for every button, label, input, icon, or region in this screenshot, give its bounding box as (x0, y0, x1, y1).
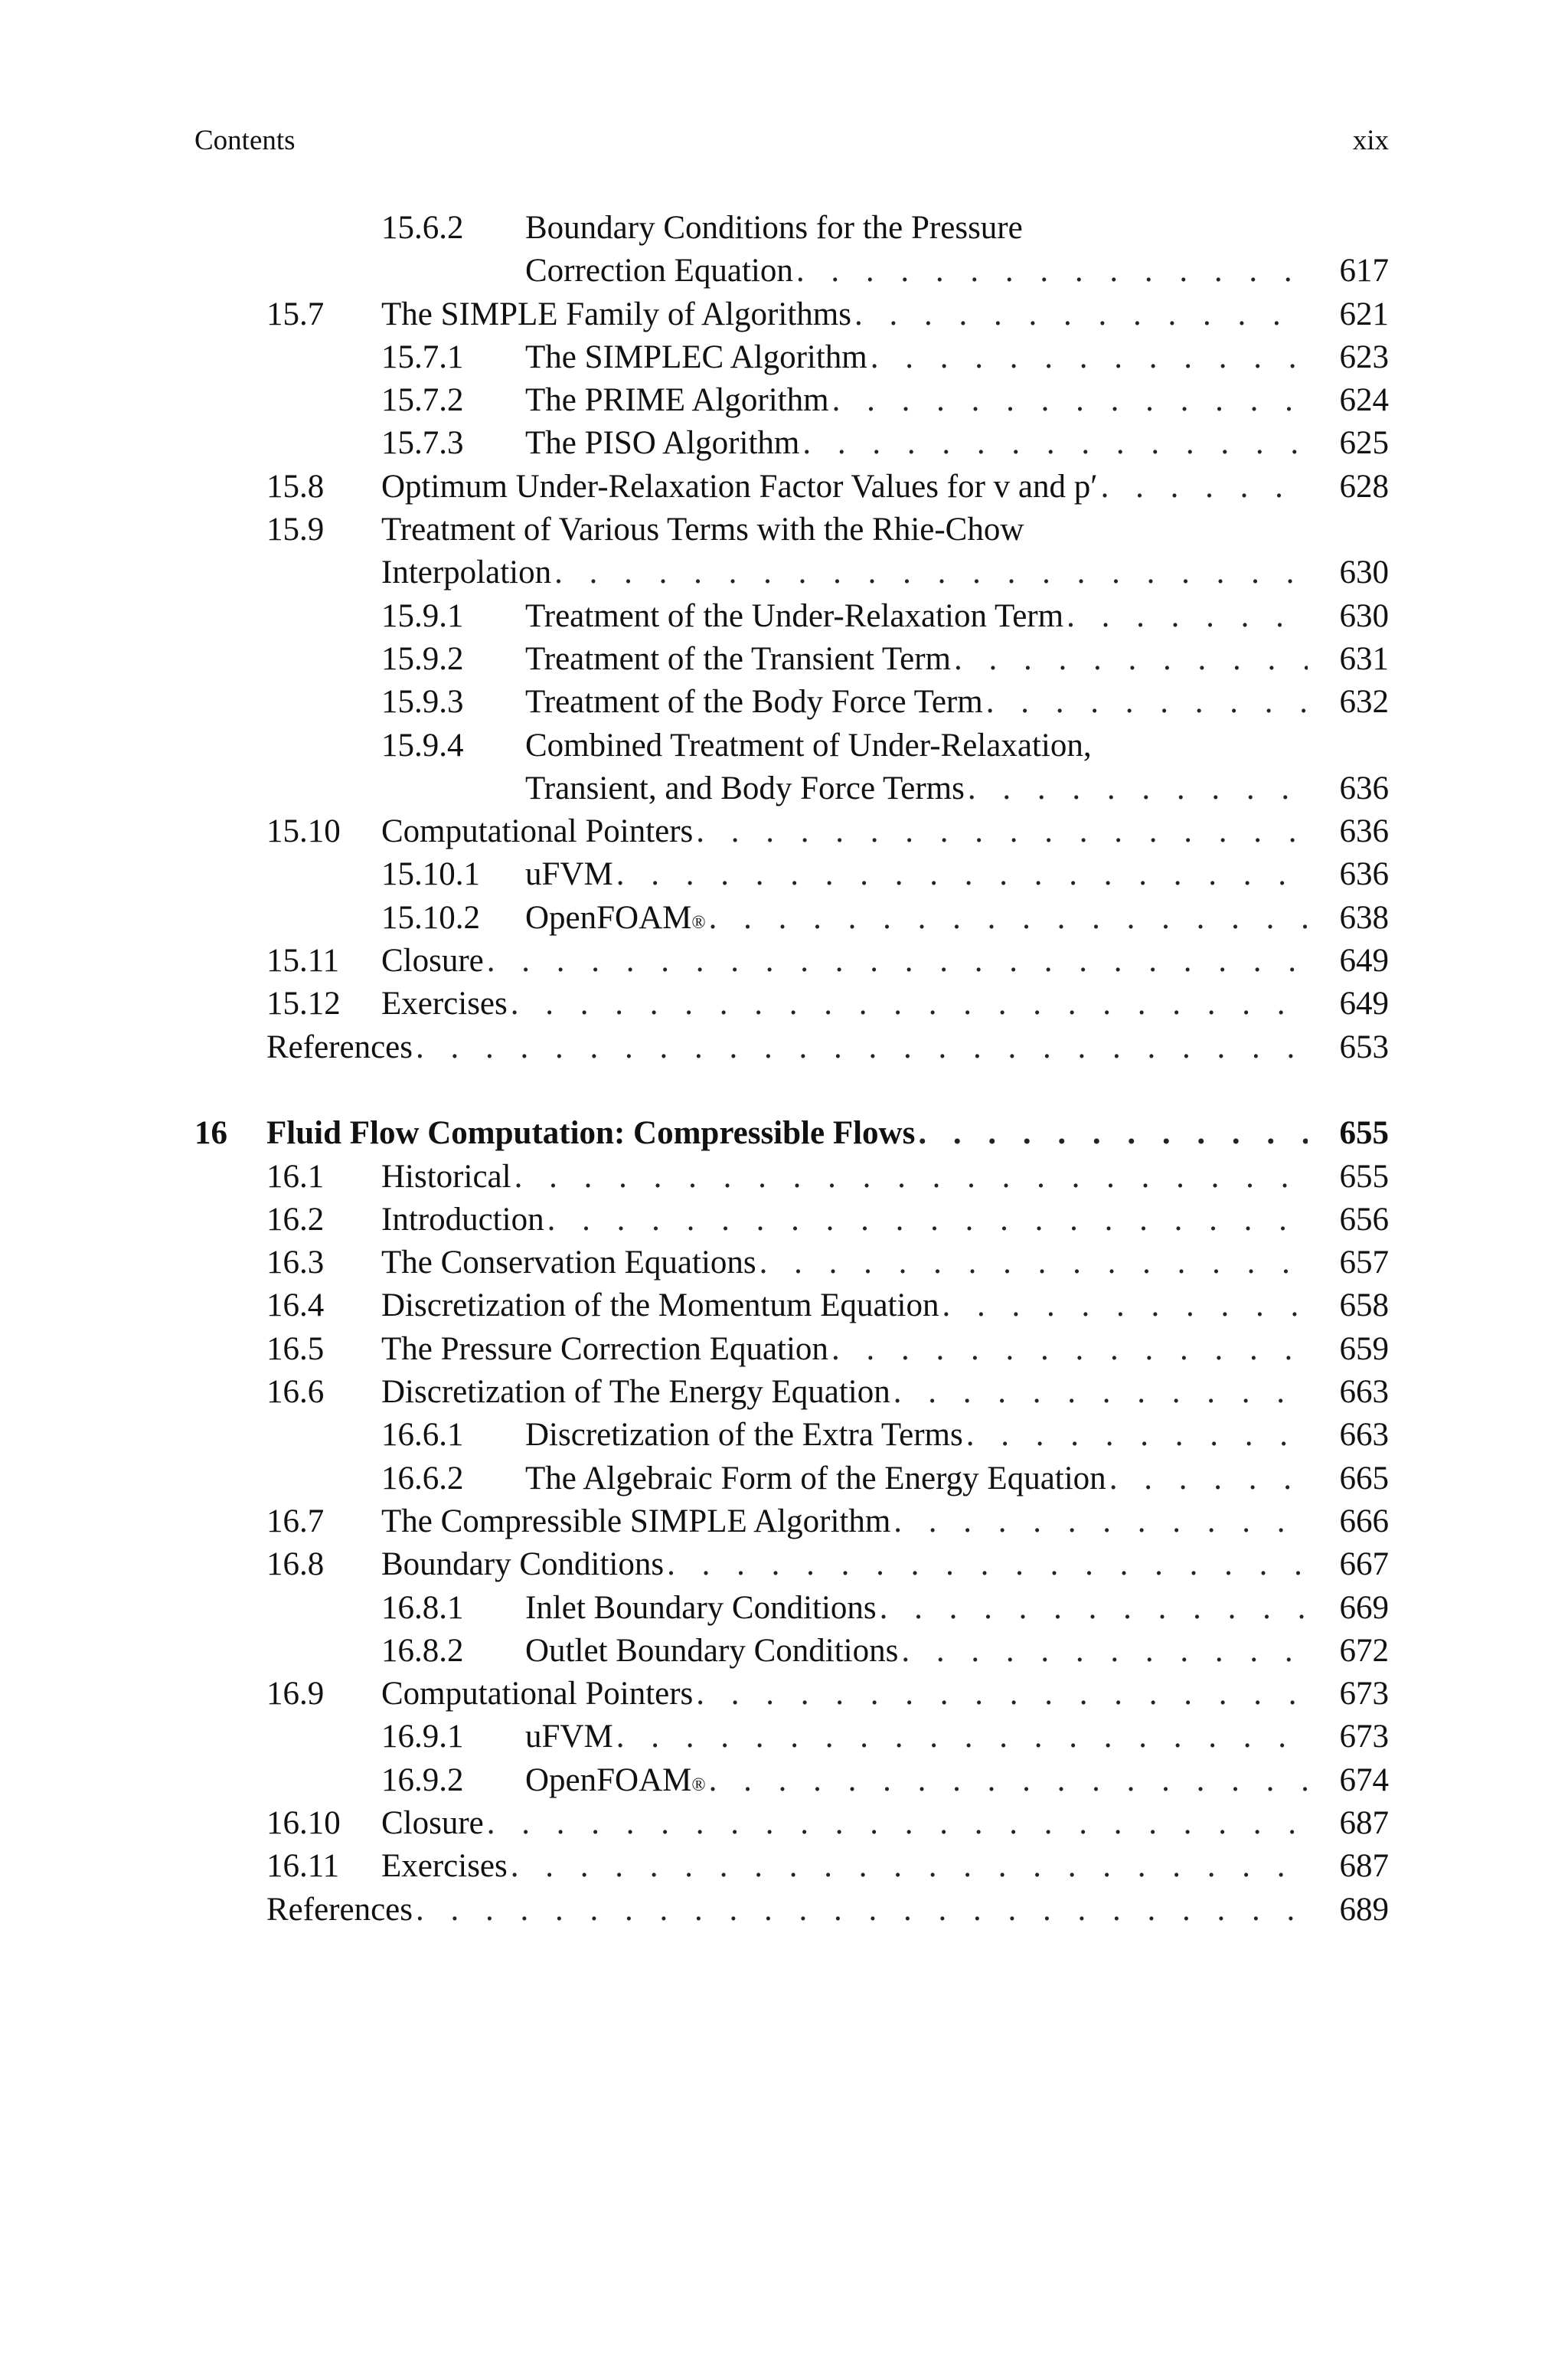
toc-entry-page-number: 621 (1339, 296, 1389, 332)
toc-entry-title-text: uFVM (525, 1719, 613, 1755)
toc-entry-title (381, 1328, 1315, 1371)
toc-entry-number: 16.8 (266, 1546, 325, 1583)
toc-entry-page-number: 672 (1339, 1632, 1389, 1669)
toc-entry-title-text: Treatment of the Body Force Term (525, 684, 983, 721)
dot-leader (986, 681, 1308, 724)
toc-entry[interactable] (0, 638, 1568, 681)
toc-entry-title (266, 1112, 1315, 1155)
toc-entry[interactable] (0, 897, 1568, 940)
toc-entry-title-text: Introduction (381, 1201, 544, 1238)
toc-entry-number: 16 (194, 1115, 227, 1152)
toc-entry-title (381, 1284, 1315, 1327)
toc-entry-number: 16.1 (266, 1158, 325, 1195)
toc-entry[interactable] (0, 940, 1568, 983)
toc-entry[interactable] (0, 1673, 1568, 1716)
toc-entry[interactable] (0, 1759, 1568, 1802)
toc-entry[interactable] (0, 1889, 1568, 1932)
toc-entry[interactable] (0, 293, 1568, 336)
toc-entry[interactable] (0, 509, 1568, 551)
toc-entry-page-number: 655 (1339, 1158, 1389, 1195)
dot-leader (667, 1543, 1308, 1586)
toc-entry-number: 16.6.1 (381, 1417, 464, 1454)
toc-entry-title (525, 379, 1315, 422)
toc-entry[interactable] (0, 466, 1568, 509)
toc-entry-title (525, 250, 1315, 293)
toc-entry-title-text: Computational Pointers (381, 813, 694, 850)
toc-entry[interactable] (0, 681, 1568, 724)
dot-leader (696, 810, 1308, 853)
toc-entry[interactable] (0, 595, 1568, 638)
dot-leader (968, 767, 1308, 810)
dot-leader (709, 897, 1308, 940)
dot-leader (487, 940, 1308, 983)
toc-entry-number: 15.6.2 (381, 210, 464, 246)
toc-entry-title-text: Treatment of the Transient Term (525, 640, 951, 677)
toc-entry-title (266, 1889, 1315, 1932)
toc-entry[interactable] (0, 1543, 1568, 1586)
toc-entry[interactable] (0, 551, 1568, 594)
running-header-page-number: xix (1352, 125, 1389, 156)
toc-entry[interactable] (0, 1371, 1568, 1414)
toc-entry-number: 16.8.2 (381, 1632, 464, 1669)
toc-entry-page-number: 636 (1339, 856, 1389, 893)
toc-entry-number: 15.9.1 (381, 597, 464, 634)
toc-entry-page-number: 638 (1339, 899, 1389, 936)
toc-entry-page-number: 631 (1339, 640, 1389, 677)
toc-entry-title-text: Outlet Boundary Conditions (525, 1632, 899, 1669)
dot-leader (796, 250, 1308, 293)
toc-entry-page-number: 655 (1339, 1115, 1389, 1152)
dot-leader (901, 1630, 1308, 1673)
dot-leader (802, 422, 1308, 465)
toc-entry-number: 15.10.1 (381, 856, 480, 893)
toc-entry-page-number: 687 (1339, 1848, 1389, 1885)
toc-entry-title-text: The Compressible SIMPLE Algorithm (381, 1503, 891, 1539)
toc-entry-title (525, 1414, 1315, 1457)
toc-entry-title-text: OpenFOAM (525, 899, 692, 936)
toc-entry[interactable] (0, 1716, 1568, 1758)
toc-entry-title (525, 638, 1315, 681)
toc-entry-number: 16.9.1 (381, 1719, 464, 1755)
dot-leader (1101, 466, 1308, 509)
toc-entry-number: 15.10.2 (381, 899, 480, 936)
dot-leader (1109, 1457, 1308, 1500)
toc-entry-title-text: uFVM (525, 856, 613, 893)
dot-leader (696, 1673, 1308, 1716)
toc-entry-title-text: The Pressure Correction Equation (381, 1330, 828, 1367)
toc-entry-page-number: 659 (1339, 1330, 1389, 1367)
toc-entry-title: OpenFOAM ® . . . (525, 1759, 1315, 1802)
toc-entry-number: 16.6.2 (381, 1460, 464, 1496)
toc-entry-page-number: 623 (1339, 339, 1389, 375)
toc-entry-title-text: Exercises (381, 986, 508, 1022)
toc-entry-title-text: The PRIME Algorithm (525, 382, 829, 419)
toc-entry[interactable] (0, 1284, 1568, 1327)
toc-entry-title-text: Transient, and Body Force Terms (525, 770, 965, 806)
running-header-title: Contents (194, 125, 296, 156)
toc-entry-title (381, 1802, 1315, 1845)
toc-entry-number: 16.6 (266, 1374, 325, 1411)
toc-entry-page-number: 632 (1339, 684, 1389, 721)
dot-leader (511, 983, 1308, 1025)
dot-leader (893, 1500, 1308, 1543)
dot-leader (966, 1414, 1308, 1457)
toc-entry-page-number: 624 (1339, 382, 1389, 419)
toc-entry-title (381, 293, 1315, 336)
toc-entry-page-number: 666 (1339, 1503, 1389, 1539)
toc-entry-title (525, 725, 1389, 767)
toc-entry-number: 16.7 (266, 1503, 325, 1539)
toc-entry-number: 15.10 (266, 813, 341, 850)
toc-entry[interactable] (0, 810, 1568, 853)
toc-entry-number: 15.9.3 (381, 684, 464, 721)
toc-entry-title (525, 1587, 1315, 1630)
toc-entry-page-number: 658 (1339, 1287, 1389, 1324)
toc-entry-title (381, 1371, 1315, 1414)
toc-entry[interactable] (0, 1587, 1568, 1630)
toc-entry-title-text: Closure (381, 943, 484, 980)
toc-entry-title (381, 1156, 1315, 1199)
toc-entry-page-number: 630 (1339, 597, 1389, 634)
toc-entry-title-text: Fluid Flow Computation: Compressible Flows (266, 1115, 916, 1152)
toc-entry-number: 16.11 (266, 1848, 340, 1885)
toc-entry-title-text: Discretization of the Extra Terms (525, 1417, 963, 1454)
toc-entry-page-number: 649 (1339, 986, 1389, 1022)
toc-entry-title (525, 207, 1389, 250)
toc-entry-title-text: The Algebraic Form of the Energy Equation (525, 1460, 1106, 1496)
toc-entry-title (381, 1500, 1315, 1543)
toc-entry-title-text: References (266, 1891, 413, 1928)
toc-entry-title (381, 509, 1389, 551)
toc-entry-number: 16.9.2 (381, 1761, 464, 1798)
toc-entry-page-number: 667 (1339, 1546, 1389, 1583)
toc-entry-title (525, 1457, 1315, 1500)
toc-entry-title-text: The SIMPLEC Algorithm (525, 339, 867, 375)
dot-leader (416, 1889, 1308, 1932)
toc-entry-title (381, 983, 1315, 1025)
dot-leader (709, 1759, 1308, 1802)
toc-entry-title-text: Treatment of the Under-Relaxation Term (525, 597, 1064, 634)
toc-entry-title-text: Optimum Under-Relaxation Factor Values for v and p′ (381, 468, 1098, 505)
toc-entry[interactable] (0, 207, 1568, 250)
dot-leader (832, 379, 1308, 422)
toc-entry-page-number: 625 (1339, 425, 1389, 462)
table-of-contents (0, 207, 1568, 1932)
toc-entry-title (525, 336, 1315, 379)
toc-entry-title (525, 767, 1315, 810)
toc-entry[interactable] (0, 1199, 1568, 1241)
toc-entry-title (525, 595, 1315, 638)
toc-entry-page-number: 657 (1339, 1245, 1389, 1281)
toc-entry-number: 15.12 (266, 986, 341, 1022)
toc-entry-number: 16.9 (266, 1676, 325, 1712)
toc-entry-page-number: 636 (1339, 813, 1389, 850)
toc-entry-page-number: 630 (1339, 554, 1389, 591)
toc-entry-title-text: Combined Treatment of Under-Relaxation, (525, 727, 1092, 764)
toc-entry[interactable] (0, 1026, 1568, 1069)
toc-entry-title (381, 1845, 1315, 1888)
dot-leader (831, 1328, 1308, 1371)
toc-entry-title-text: Boundary Conditions for the Pressure (525, 210, 1023, 246)
toc-entry-title (525, 681, 1315, 724)
toc-entry-number: 16.4 (266, 1287, 325, 1324)
toc-entry-page-number: 628 (1339, 468, 1389, 505)
toc-entry[interactable] (0, 1414, 1568, 1457)
toc-entry-title (381, 466, 1315, 509)
toc-entry-title-text: The Conservation Equations (381, 1245, 756, 1281)
toc-entry-title-text: The SIMPLE Family of Algorithms (381, 296, 851, 332)
toc-entry-title (525, 1630, 1315, 1673)
toc-entry-number: 15.9.4 (381, 727, 464, 764)
dot-leader (893, 1371, 1308, 1414)
dot-leader (854, 293, 1308, 336)
toc-entry-title-text: Treatment of Various Terms with the Rhie-Chow (381, 512, 1024, 548)
dot-leader (942, 1284, 1308, 1327)
dot-leader (554, 551, 1308, 594)
toc-entry-number: 15.8 (266, 468, 325, 505)
toc-entry[interactable] (0, 725, 1568, 767)
toc-entry[interactable] (0, 983, 1568, 1025)
toc-entry-title-text: Computational Pointers (381, 1676, 694, 1712)
toc-entry-page-number: 653 (1339, 1029, 1389, 1065)
toc-entry-title-text: Interpolation (381, 554, 552, 591)
dot-leader (547, 1199, 1308, 1241)
toc-entry-number: 16.3 (266, 1245, 325, 1281)
toc-entry-title (381, 1241, 1315, 1284)
toc-entry-page-number: 669 (1339, 1589, 1389, 1626)
toc-entry-title-text: OpenFOAM (525, 1761, 692, 1798)
dot-leader (918, 1112, 1308, 1155)
toc-entry-title-text: Discretization of The Energy Equation (381, 1374, 890, 1411)
toc-entry-title-text: Boundary Conditions (381, 1546, 665, 1583)
toc-entry[interactable] (0, 1328, 1568, 1371)
toc-entry[interactable] (0, 1241, 1568, 1284)
toc-entry-title-text: The PISO Algorithm (525, 425, 800, 462)
dot-leader (487, 1802, 1308, 1845)
toc-entry-page-number: 674 (1339, 1761, 1389, 1798)
toc-entry-title: OpenFOAM ® . . . (525, 897, 1315, 940)
toc-entry-number: 15.9.2 (381, 640, 464, 677)
dot-leader (514, 1156, 1308, 1199)
toc-entry[interactable] (0, 250, 1568, 293)
toc-entry[interactable] (0, 1500, 1568, 1543)
dot-leader (616, 853, 1308, 896)
toc-entry-title (381, 940, 1315, 983)
dot-leader (1067, 595, 1308, 638)
toc-entry-title (525, 853, 1315, 896)
dot-leader (880, 1587, 1308, 1630)
toc-entry-number: 15.11 (266, 943, 340, 980)
toc-entry-page-number: 663 (1339, 1374, 1389, 1411)
toc-entry-number: 15.7 (266, 296, 325, 332)
toc-entry[interactable] (0, 1845, 1568, 1888)
toc-entry-title (381, 551, 1315, 594)
toc-entry-title-text: Correction Equation (525, 253, 793, 289)
toc-entry-title (525, 422, 1315, 465)
toc-entry-title (381, 1199, 1315, 1241)
toc-entry-title-text: Discretization of the Momentum Equation (381, 1287, 939, 1324)
toc-entry-page-number: 673 (1339, 1719, 1389, 1755)
toc-entry-title-text: Closure (381, 1804, 484, 1841)
toc-entry-page-number: 673 (1339, 1676, 1389, 1712)
toc-entry-title (381, 1673, 1315, 1716)
toc-entry-title (525, 1716, 1315, 1758)
toc-entry[interactable] (0, 379, 1568, 422)
toc-entry-title (381, 1543, 1315, 1586)
toc-entry-page-number: 649 (1339, 943, 1389, 980)
toc-entry-number: 16.10 (266, 1804, 341, 1841)
dot-leader (416, 1026, 1308, 1069)
toc-entry[interactable] (0, 853, 1568, 896)
toc-entry-page-number: 656 (1339, 1201, 1389, 1238)
dot-leader (871, 336, 1308, 379)
toc-entry-number: 15.9 (266, 512, 325, 548)
toc-entry-title (266, 1026, 1315, 1069)
toc-entry-number: 16.2 (266, 1201, 325, 1238)
toc-entry[interactable] (0, 767, 1568, 810)
toc-entry-number: 16.8.1 (381, 1589, 464, 1626)
toc-entry-page-number: 617 (1339, 253, 1389, 289)
toc-entry-title-text: References (266, 1029, 413, 1065)
dot-leader (616, 1716, 1308, 1758)
toc-entry-number: 15.7.3 (381, 425, 464, 462)
toc-entry[interactable] (0, 1802, 1568, 1845)
toc-entry[interactable] (0, 1156, 1568, 1199)
toc-entry-page-number: 636 (1339, 770, 1389, 806)
toc-entry[interactable] (0, 422, 1568, 465)
toc-entry-page-number: 687 (1339, 1804, 1389, 1841)
dot-leader (760, 1241, 1308, 1284)
toc-chapter-entry[interactable] (0, 1069, 1568, 1156)
toc-entry-page-number: 689 (1339, 1891, 1389, 1928)
toc-entry-title (381, 810, 1315, 853)
toc-entry-number: 15.7.1 (381, 339, 464, 375)
toc-entry-title-text: Exercises (381, 1848, 508, 1885)
toc-entry-page-number: 665 (1339, 1460, 1389, 1496)
toc-entry[interactable] (0, 1630, 1568, 1673)
dot-leader (511, 1845, 1308, 1888)
toc-entry[interactable] (0, 1457, 1568, 1500)
toc-entry-number: 15.7.2 (381, 382, 464, 419)
toc-entry-title-text: Inlet Boundary Conditions (525, 1589, 877, 1626)
toc-entry-number: 16.5 (266, 1330, 325, 1367)
dot-leader (954, 638, 1308, 681)
toc-entry[interactable] (0, 336, 1568, 379)
toc-entry-title-text: Historical (381, 1158, 511, 1195)
toc-entry-page-number: 663 (1339, 1417, 1389, 1454)
